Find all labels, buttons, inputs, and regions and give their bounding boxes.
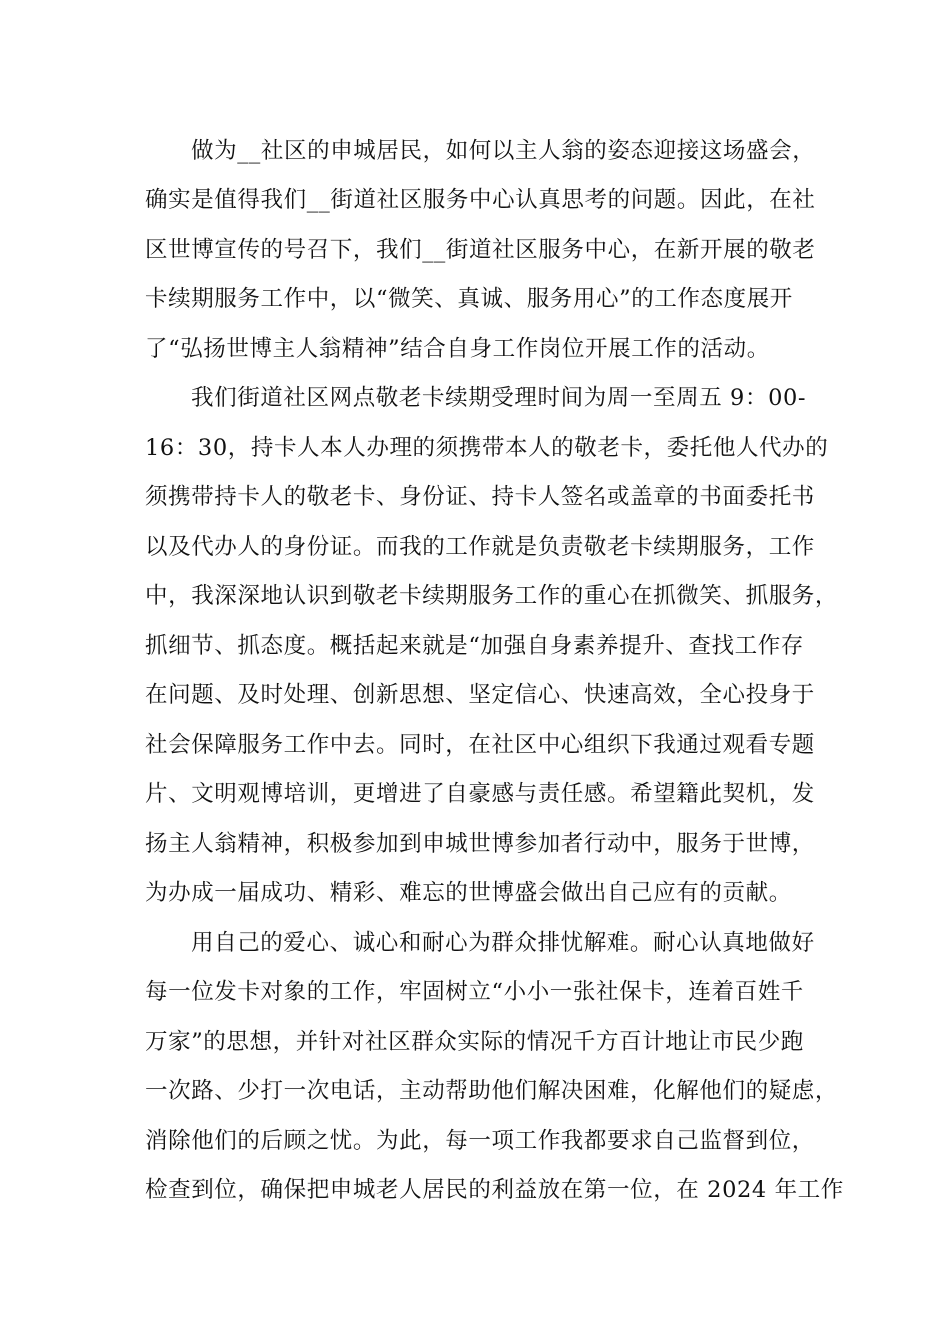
text-line: 为办成一届成功、精彩、难忘的世博盛会做出自己应有的贡献。 bbox=[145, 880, 792, 906]
text-line: 确实是值得我们__街道社区服务中心认真思考的问题。因此，在社 bbox=[145, 187, 816, 213]
text-line: 一次路、少打一次电话，主动帮助他们解决困难，化解他们的疑虑， bbox=[145, 1078, 839, 1104]
text-line: 片、文明观博培训，更增进了自豪感与责任感。希望籍此契机，发 bbox=[145, 781, 815, 807]
text-line: 做为__社区的申城居民，如何以主人翁的姿态迎接这场盛会， bbox=[191, 138, 816, 164]
text-line: 卡续期服务工作中，以“微笑、真诚、服务用心”的工作态度展开 bbox=[145, 286, 793, 312]
text-line: 在问题、及时处理、创新思想、坚定信心、快速高效，全心投身于 bbox=[145, 682, 815, 708]
text-line: 用自己的爱心、诚心和耐心为群众排忧解难。耐心认真地做好 bbox=[191, 930, 815, 956]
text-line: 抓细节、抓态度。概括起来就是“加强自身素养提升、查找工作存 bbox=[145, 633, 804, 659]
text-line: 中，我深深地认识到敬老卡续期服务工作的重心在抓微笑、抓服务， bbox=[145, 583, 839, 609]
text-line: 区世博宣传的号召下，我们__街道社区服务中心，在新开展的敬老 bbox=[145, 237, 816, 263]
text-line: 了“弘扬世博主人翁精神”结合自身工作岗位开展工作的活动。 bbox=[145, 336, 770, 362]
text-line: 检查到位，确保把申城老人居民的利益放在第一位，在 2024 年工作 bbox=[145, 1177, 844, 1203]
text-line: 消除他们的后顾之忧。为此，每一项工作我都要求自己监督到位， bbox=[145, 1128, 815, 1154]
text-line: 16：30，持卡人本人办理的须携带本人的敬老卡，委托他人代办的 bbox=[145, 435, 829, 461]
text-line: 以及代办人的身份证。而我的工作就是负责敬老卡续期服务，工作 bbox=[145, 534, 815, 560]
text-line: 须携带持卡人的敬老卡、身份证、持卡人签名或盖章的书面委托书 bbox=[145, 484, 815, 510]
text-line: 社会保障服务工作中去。同时，在社区中心组织下我通过观看专题 bbox=[145, 732, 815, 758]
text-line: 万家”的思想，并针对社区群众实际的情况千方百计地让市民少跑 bbox=[145, 1029, 804, 1055]
text-line: 我们街道社区网点敬老卡续期受理时间为周一至周五 9：00- bbox=[191, 385, 807, 411]
text-line: 扬主人翁精神，积极参加到申城世博参加者行动中，服务于世博， bbox=[145, 831, 815, 857]
text-line: 每一位发卡对象的工作，牢固树立“小小一张社保卡，连着百姓千 bbox=[145, 979, 804, 1005]
